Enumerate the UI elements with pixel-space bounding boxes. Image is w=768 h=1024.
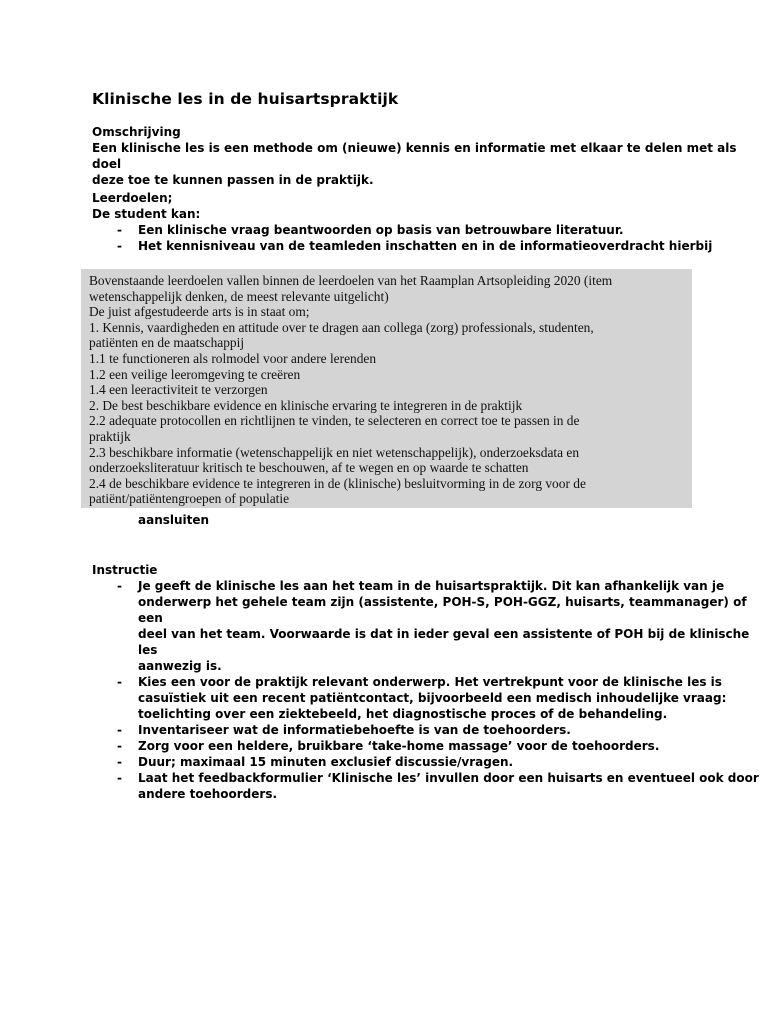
- box-line: onderzoeksliteratuur kritisch te beschouwen, af te wegen en op waarde te schatten: [89, 460, 529, 476]
- box-line: De juist afgestudeerde arts is in staat om;: [89, 304, 310, 320]
- list-item-line: onderwerp het gehele team zijn (assistente, POH-S, POH-GGZ, huisarts, teammanager) of een: [138, 595, 747, 625]
- list-item-line: - Laat het feedbackformulier ‘Klinische les’ invullen door een huisarts en eventueel ook door: [138, 771, 759, 785]
- list-item-line: - Kies een voor de praktijk relevant onderwerp. Het vertrekpunt voor de klinische les is: [138, 675, 722, 689]
- leerdoelen-section: [92, 190, 712, 254]
- box-line: patiënten en de maatschappij: [89, 335, 245, 351]
- list-item: [92, 722, 768, 738]
- list-item-line: casuïstiek uit een recent patiëntcontact, bijvoorbeeld een medisch inhoudelijke vraag:: [138, 691, 727, 705]
- omschrijving-section: [92, 124, 768, 188]
- list-item-line: - Duur; maximaal 15 minuten exclusief discussie/vragen.: [138, 755, 514, 769]
- box-line: Bovenstaande leerdoelen vallen binnen de leerdoelen van het Raamplan Artsopleiding 2020 (item: [89, 273, 613, 288]
- list-item: [92, 578, 768, 674]
- list-item-line: toelichting over een ziektebeeld, het diagnostische proces of de behandeling.: [138, 707, 668, 721]
- box-line: wetenschappelijk denken, de meest relevante uitgelicht): [89, 288, 389, 304]
- list-item: [92, 754, 768, 770]
- leerdoelen-subheading: De student kan:: [92, 207, 201, 221]
- list-item: - Het kennisniveau van de teamleden inschatten en in de informatieoverdracht hierbij: [92, 238, 712, 254]
- omschrijving-line-2: deze toe te kunnen passen in de praktijk.: [92, 173, 374, 187]
- box-line: 2.2 adequate protocollen en richtlijnen te vinden, te selecteren en correct toe te passen in de: [89, 413, 580, 429]
- list-item-line: andere toehoorders.: [138, 787, 278, 801]
- leerdoelen-continuation: aansluiten: [138, 513, 210, 527]
- list-item-line: deel van het team. Voorwaarde is dat in ieder geval een assistente of POH bij de klinische les: [138, 627, 750, 657]
- instructie-list: [92, 578, 768, 802]
- list-item: [92, 770, 768, 802]
- omschrijving-line-1: Een klinische les is een methode om (nieuwe) kennis en informatie met elkaar te delen met als doel: [92, 141, 737, 171]
- box-line: 1.1 te functioneren als rolmodel voor andere lerenden: [89, 350, 377, 366]
- box-line: 1.4 een leeractiviteit te verzorgen: [89, 382, 268, 398]
- leerdoelen-list: [92, 222, 712, 254]
- box-line: 1.2 een veilige leeromgeving te creëren: [89, 366, 301, 382]
- list-item-line: aanwezig is.: [138, 659, 222, 673]
- instructie-heading: Instructie: [92, 563, 158, 577]
- raamplan-box: [81, 269, 692, 508]
- list-item: [92, 674, 768, 722]
- leerdoelen-heading: Leerdoelen;: [92, 191, 173, 205]
- list-item-line: - Inventariseer wat de informatiebehoefte is van de toehoorders.: [138, 723, 571, 737]
- document-title: Klinische les in de huisartspraktijk: [92, 90, 399, 108]
- box-line: 1. Kennis, vaardigheden en attitude over te dragen aan collega (zorg) professionals, studenten,: [89, 319, 594, 335]
- list-item-line: - Zorg voor een heldere, bruikbare ‘take-home massage’ voor de toehoorders.: [138, 739, 660, 753]
- box-line: 2.3 beschikbare informatie (wetenschappelijk en niet wetenschappelijk), onderzoeksdata en: [89, 444, 580, 460]
- instructie-section: [92, 562, 768, 802]
- omschrijving-heading: Omschrijving: [92, 125, 181, 139]
- box-line: 2. De best beschikbare evidence en klinische ervaring te integreren in de praktijk: [89, 397, 523, 413]
- list-item: - Een klinische vraag beantwoorden op basis van betrouwbare literatuur.: [92, 222, 712, 238]
- box-line: patiënt/patiëntengroepen of populatie: [89, 491, 290, 507]
- box-line: praktijk: [89, 428, 131, 444]
- list-item: [92, 738, 768, 754]
- box-line: 2.4 de beschikbare evidence te integreren in de (klinische) besluitvorming in de zorg voor de: [89, 475, 586, 491]
- list-item-line: - Je geeft de klinische les aan het team in de huisartspraktijk. Dit kan afhankelijk van je: [138, 579, 725, 593]
